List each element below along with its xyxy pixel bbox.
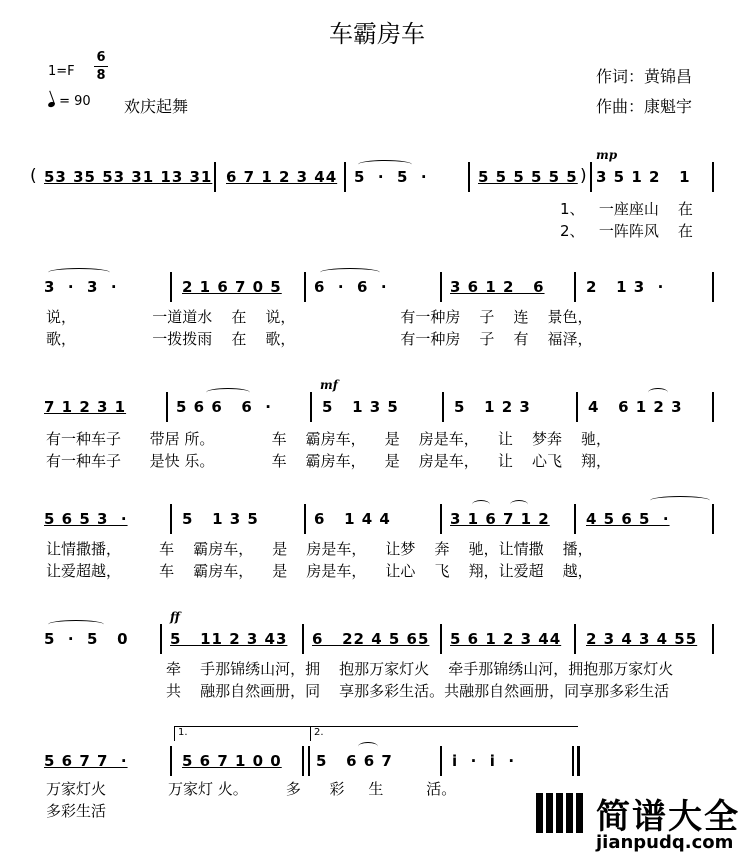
measure: 5 6 6 6 · bbox=[176, 398, 273, 416]
measure: 5 6 6 7 bbox=[316, 752, 393, 770]
barline bbox=[304, 504, 306, 534]
barline bbox=[576, 392, 578, 422]
measure: 5 · 5 · bbox=[354, 168, 428, 186]
measure: 5 5 5 5 5 5 bbox=[478, 168, 578, 186]
dynamic-mp: mp bbox=[596, 148, 618, 162]
barline bbox=[160, 624, 162, 654]
barline bbox=[214, 162, 216, 192]
measure: 6 22 4 5 65 bbox=[312, 630, 430, 648]
lyric-verse-1: 说， 一道道水 在 说， 有一种房 子 连 景色， bbox=[46, 308, 593, 326]
measure: 2 3 4 3 4 55 bbox=[586, 630, 698, 648]
measure: 5 6 5 3 · bbox=[44, 510, 128, 528]
staff-row-1 bbox=[30, 148, 718, 192]
measure: 5 1 3 5 bbox=[182, 510, 259, 528]
tempo-marking bbox=[48, 94, 91, 109]
lyric-verse-2: 有一种车子 是快 乐。 车 霸房车， 是 房是车， 让 心飞 翔， bbox=[46, 452, 612, 470]
lyric-verse-2: 让爱超越， 车 霸房车， 是 房是车， 让心 飞 翔，让爱超 越， bbox=[46, 562, 593, 580]
dynamic-mf: mf bbox=[320, 378, 338, 392]
barline bbox=[302, 746, 304, 776]
staff-row-5 bbox=[36, 610, 718, 654]
barline bbox=[344, 162, 346, 192]
repeat-open-paren: ( bbox=[30, 166, 37, 186]
tie bbox=[206, 388, 250, 397]
measure: 4 6 1 2 3 bbox=[588, 398, 683, 416]
site-logo-text: 简谱大全 bbox=[596, 797, 740, 837]
measure: 6 7 1 2 3 44 bbox=[226, 168, 338, 186]
barline bbox=[574, 624, 576, 654]
piano-keys-icon bbox=[536, 793, 588, 833]
staff-row-6 bbox=[36, 746, 718, 776]
tie bbox=[510, 500, 528, 509]
site-logo-url: jianpudq.com bbox=[596, 832, 734, 853]
measure: 3 1 6 7 1 2 bbox=[450, 510, 550, 528]
dynamic-ff: ff bbox=[170, 610, 180, 624]
key-signature: 1=F bbox=[48, 64, 75, 79]
measure: 5 1 3 5 bbox=[322, 398, 399, 416]
composer-credit: 作曲：康魁宇 bbox=[596, 97, 693, 116]
barline bbox=[712, 624, 714, 654]
measure: i · i · bbox=[452, 752, 516, 770]
barline bbox=[170, 272, 172, 302]
lyric-verse-1: 有一种车子 带居 所。 车 霸房车， 是 房是车， 让 梦奔 驰， bbox=[46, 430, 612, 448]
staff-row-3 bbox=[36, 378, 718, 422]
measure: 5 · 5 0 bbox=[44, 630, 129, 648]
tie bbox=[358, 160, 412, 169]
measure: 5 6 7 1 0 0 bbox=[182, 752, 282, 770]
barline bbox=[302, 624, 304, 654]
lyric-verse-2: 2、 一阵阵风 在 bbox=[560, 222, 693, 240]
staff-row-4 bbox=[36, 504, 718, 534]
tie bbox=[472, 500, 490, 509]
barline bbox=[712, 504, 714, 534]
barline bbox=[572, 746, 574, 776]
tie bbox=[48, 620, 104, 629]
measure: 3 5 1 2 1 bbox=[596, 168, 691, 186]
tie bbox=[320, 268, 380, 277]
barline bbox=[712, 272, 714, 302]
measure: 53 35 53 31 13 31 bbox=[44, 168, 213, 186]
measure: 2 1 6 7 0 5 bbox=[182, 278, 282, 296]
final-barline bbox=[577, 746, 580, 776]
measure: 3 6 1 2 6 bbox=[450, 278, 545, 296]
barline bbox=[170, 746, 172, 776]
volta-1: 1. bbox=[174, 726, 310, 741]
barline bbox=[440, 746, 442, 776]
time-signature bbox=[94, 50, 108, 83]
repeat-close-paren: ) bbox=[580, 166, 587, 186]
time-bottom: 8 bbox=[96, 68, 106, 83]
barline bbox=[310, 392, 312, 422]
barline bbox=[304, 272, 306, 302]
time-top: 6 bbox=[96, 50, 106, 65]
lyric-verse-1: 牵 手那锦绣山河，拥 抱那万家灯火 牵手那锦绣山河，拥抱那万家灯火 bbox=[166, 660, 674, 678]
measure: 7 1 2 3 1 bbox=[44, 398, 127, 416]
song-title: 车霸房车 bbox=[329, 20, 425, 48]
barline bbox=[440, 272, 442, 302]
measure: 2 1 3 · bbox=[586, 278, 665, 296]
measure: 3 · 3 · bbox=[44, 278, 118, 296]
barline bbox=[574, 272, 576, 302]
measure: 5 1 2 3 bbox=[454, 398, 531, 416]
tie bbox=[48, 268, 110, 277]
barline bbox=[166, 392, 168, 422]
lyric-verse-1: 1、 一座座山 在 bbox=[560, 200, 693, 218]
barline bbox=[440, 504, 442, 534]
lyric-verse-2: 共 融那自然画册，同 享那多彩生活。共融那自然画册，同享那多彩生活 bbox=[166, 682, 670, 700]
barline bbox=[468, 162, 470, 192]
measure: 6 1 4 4 bbox=[314, 510, 391, 528]
tempo-value: = 90 bbox=[59, 94, 91, 109]
barline bbox=[442, 392, 444, 422]
barline bbox=[712, 162, 714, 192]
tie bbox=[648, 388, 668, 397]
measure: 4 5 6 5 · bbox=[586, 510, 670, 528]
measure: 5 6 1 2 3 44 bbox=[450, 630, 562, 648]
measure: 6 · 6 · bbox=[314, 278, 388, 296]
lyric-verse-1: 让情撒播， 车 霸房车， 是 房是车， 让梦 奔 驰，让情撒 播， bbox=[46, 540, 593, 558]
lyric-verse-1: 万家灯火 万家灯 火。 多 彩 生 活。 bbox=[46, 780, 457, 798]
measure: 5 11 2 3 43 bbox=[170, 630, 288, 648]
barline bbox=[574, 504, 576, 534]
volta-2: 2. bbox=[310, 726, 578, 741]
fraction-bar bbox=[94, 66, 108, 67]
lyricist-credit: 作词：黄锦昌 bbox=[596, 67, 693, 86]
measure: 5 6 7 7 · bbox=[44, 752, 128, 770]
tie bbox=[650, 496, 710, 505]
barline bbox=[712, 392, 714, 422]
barline bbox=[440, 624, 442, 654]
barline bbox=[170, 504, 172, 534]
quarter-note-icon bbox=[47, 101, 55, 108]
staff-row-2 bbox=[36, 272, 718, 302]
tie bbox=[358, 742, 378, 751]
mood-marking: 欢庆起舞 bbox=[124, 97, 189, 116]
lyric-verse-2: 多彩生活 bbox=[46, 802, 107, 820]
barline bbox=[308, 746, 310, 776]
lyric-verse-2: 歌， 一拨拨雨 在 歌， 有一种房 子 有 福泽， bbox=[46, 330, 593, 348]
barline bbox=[590, 162, 592, 192]
